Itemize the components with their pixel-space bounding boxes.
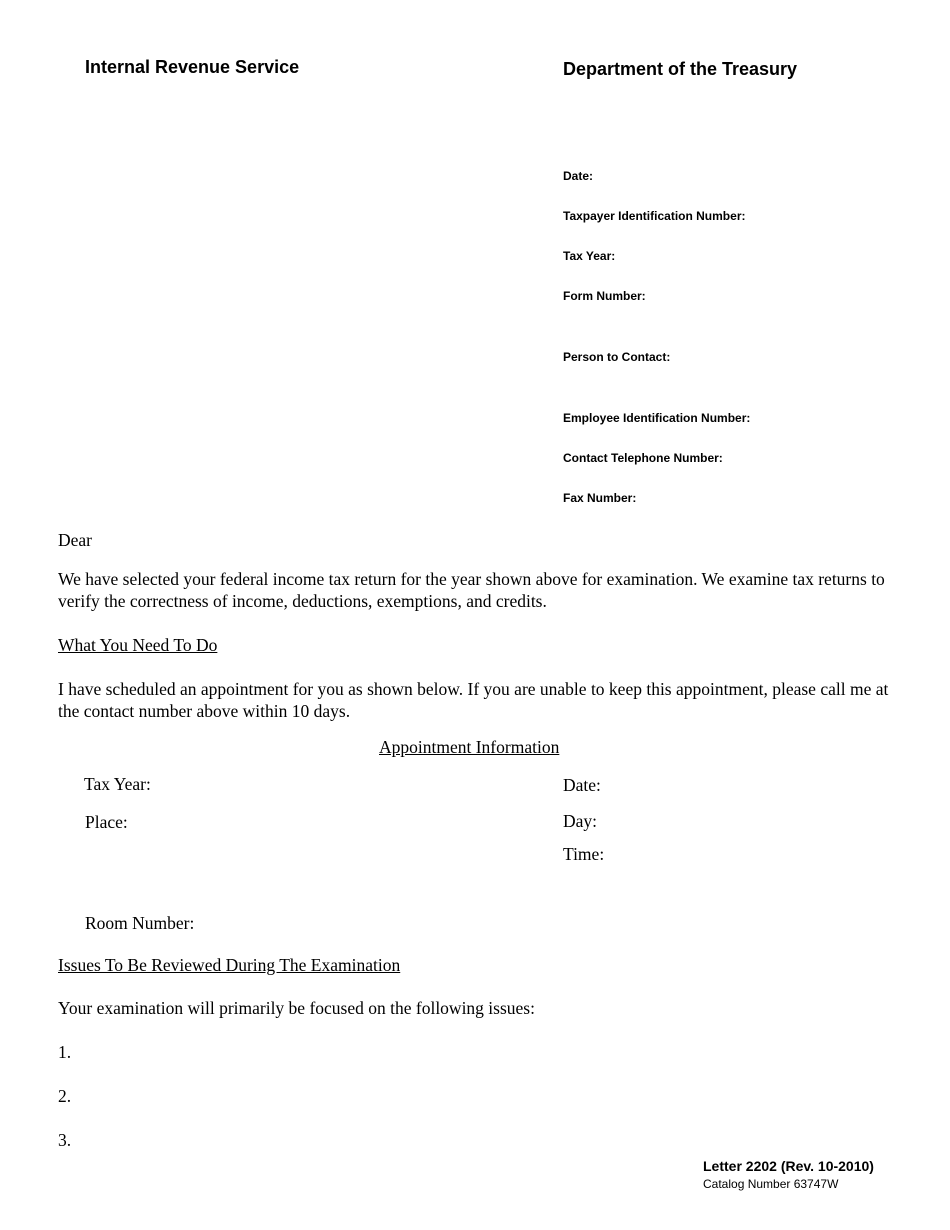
issues-heading: Issues To Be Reviewed During The Examination	[58, 955, 401, 975]
department-name: Department of the Treasury	[563, 59, 798, 79]
fax-number-label: Fax Number:	[563, 491, 637, 505]
person-to-contact-label: Person to Contact:	[563, 350, 671, 364]
issue-item: 2.	[58, 1086, 72, 1106]
letter-form-id: Letter 2202 (Rev. 10-2010)	[703, 1158, 874, 1174]
appointment-date-label: Date:	[563, 775, 601, 795]
agency-name: Internal Revenue Service	[85, 57, 300, 77]
catalog-number: Catalog Number 63747W	[703, 1177, 839, 1191]
issues-intro: Your examination will primarily be focused on the following issues:	[58, 998, 535, 1018]
issue-item: 1.	[58, 1042, 72, 1062]
appointment-place-label: Place:	[85, 812, 128, 832]
appointment-day-label: Day:	[563, 811, 598, 831]
salutation: Dear	[58, 530, 93, 550]
appointment-paragraph: I have scheduled an appointment for you as shown below. If you are unable to keep this appointment, please call me at the contact number above within 10 days.	[58, 679, 889, 721]
appointment-time-label: Time:	[563, 844, 605, 864]
tax-year-label: Tax Year:	[563, 249, 616, 263]
employee-id-label: Employee Identification Number:	[563, 411, 751, 425]
appointment-tax-year-label: Tax Year:	[84, 774, 151, 794]
issue-item: 3.	[58, 1130, 72, 1150]
contact-phone-label: Contact Telephone Number:	[563, 451, 723, 465]
tin-label: Taxpayer Identification Number:	[563, 209, 746, 223]
date-label: Date:	[563, 169, 594, 183]
intro-paragraph: We have selected your federal income tax return for the year shown above for examination. We examine tax returns to verify the correctness of income, deductions, exemptions, and credits.	[58, 569, 885, 611]
what-you-need-to-do-heading: What You Need To Do	[58, 635, 218, 655]
appointment-room-number-label: Room Number:	[85, 913, 195, 933]
form-number-label: Form Number:	[563, 289, 646, 303]
appointment-info-heading: Appointment Information	[379, 737, 560, 757]
